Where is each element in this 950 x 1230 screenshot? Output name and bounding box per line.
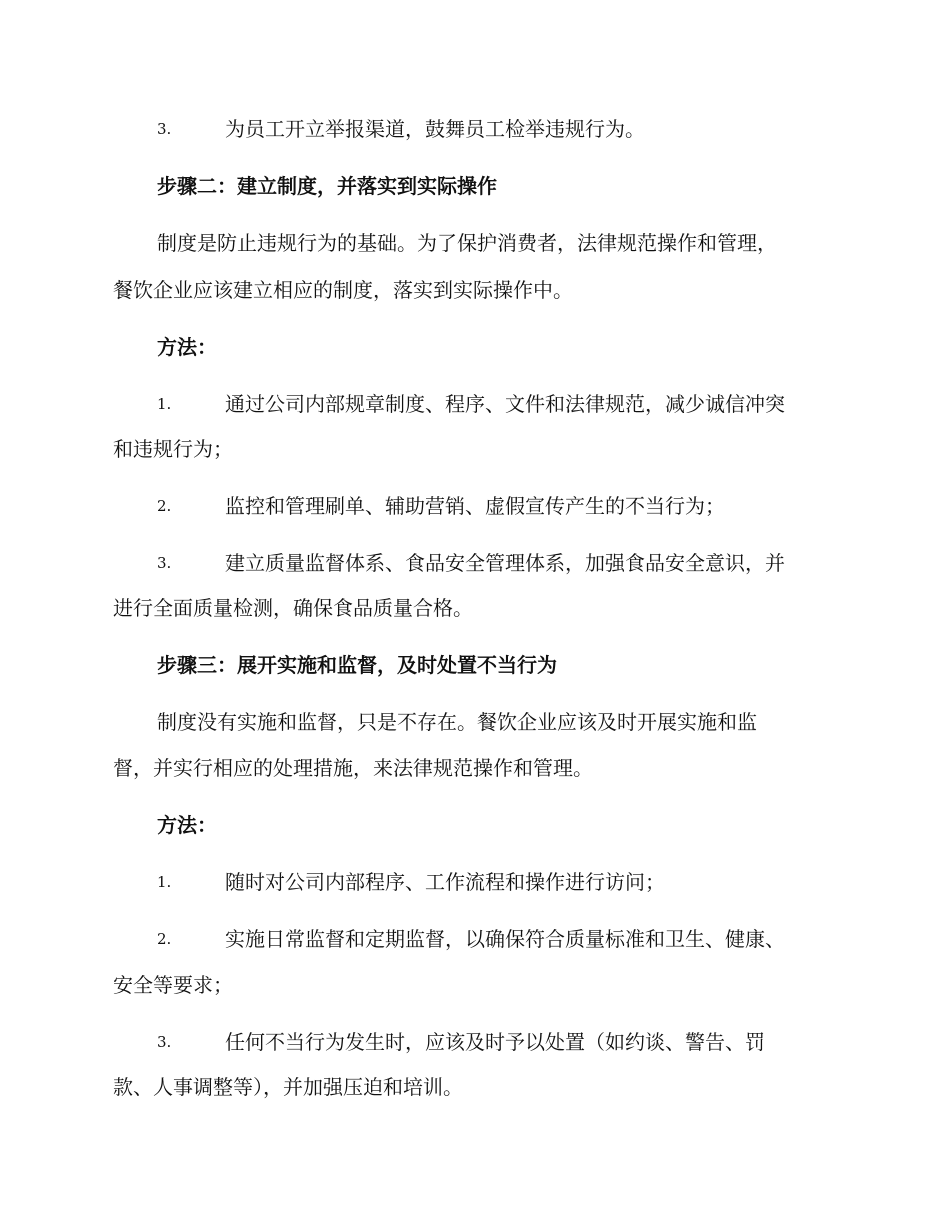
paragraph-line: 制度是防止违规行为的基础。为了保护消费者，法律规范操作和管理， — [157, 231, 777, 255]
list-item-text: 进行全面质量检测，确保食品质量合格。 — [113, 596, 473, 620]
list-item-number: 1. — [157, 395, 172, 413]
list-item-text: 为员工开立举报渠道，鼓舞员工检举违规行为。 — [225, 117, 645, 141]
list-item-number: 2. — [157, 497, 172, 515]
list-item-number: 3. — [157, 554, 172, 572]
paragraph-line: 制度没有实施和监督，只是不存在。餐饮企业应该及时开展实施和监 — [157, 710, 757, 734]
list-item-text: 和违规行为； — [113, 437, 233, 461]
paragraph-line: 餐饮企业应该建立相应的制度，落实到实际操作中。 — [113, 278, 573, 302]
list-item-text: 通过公司内部规章制度、程序、文件和法律规范，减少诚信冲突 — [225, 392, 785, 416]
list-item-text: 任何不当行为发生时，应该及时予以处置（如约谈、警告、罚 — [225, 1030, 765, 1054]
list-item-text: 监控和管理刷单、辅助营销、虚假宣传产生的不当行为； — [225, 494, 725, 518]
list-item-text: 建立质量监督体系、食品安全管理体系，加强食品安全意识，并 — [225, 551, 785, 575]
list-item-number: 2. — [157, 930, 172, 948]
list-item-number: 3. — [157, 120, 172, 138]
list-item-text: 随时对公司内部程序、工作流程和操作进行访问； — [225, 870, 665, 894]
list-item-text: 实施日常监督和定期监督，以确保符合质量标准和卫生、健康、 — [225, 927, 785, 951]
section-heading-step3: 步骤三：展开实施和监督，及时处置不当行为 — [157, 653, 557, 677]
method-label: 方法： — [157, 813, 217, 837]
list-item-number: 1. — [157, 873, 172, 891]
list-item-number: 3. — [157, 1033, 172, 1051]
list-item-text: 安全等要求； — [113, 973, 233, 997]
paragraph-line: 督，并实行相应的处理措施，来法律规范操作和管理。 — [113, 756, 593, 780]
section-heading-step2: 步骤二：建立制度，并落实到实际操作 — [157, 174, 497, 198]
method-label: 方法： — [157, 335, 217, 359]
list-item-text: 款、人事调整等），并加强压迫和培训。 — [113, 1075, 463, 1099]
